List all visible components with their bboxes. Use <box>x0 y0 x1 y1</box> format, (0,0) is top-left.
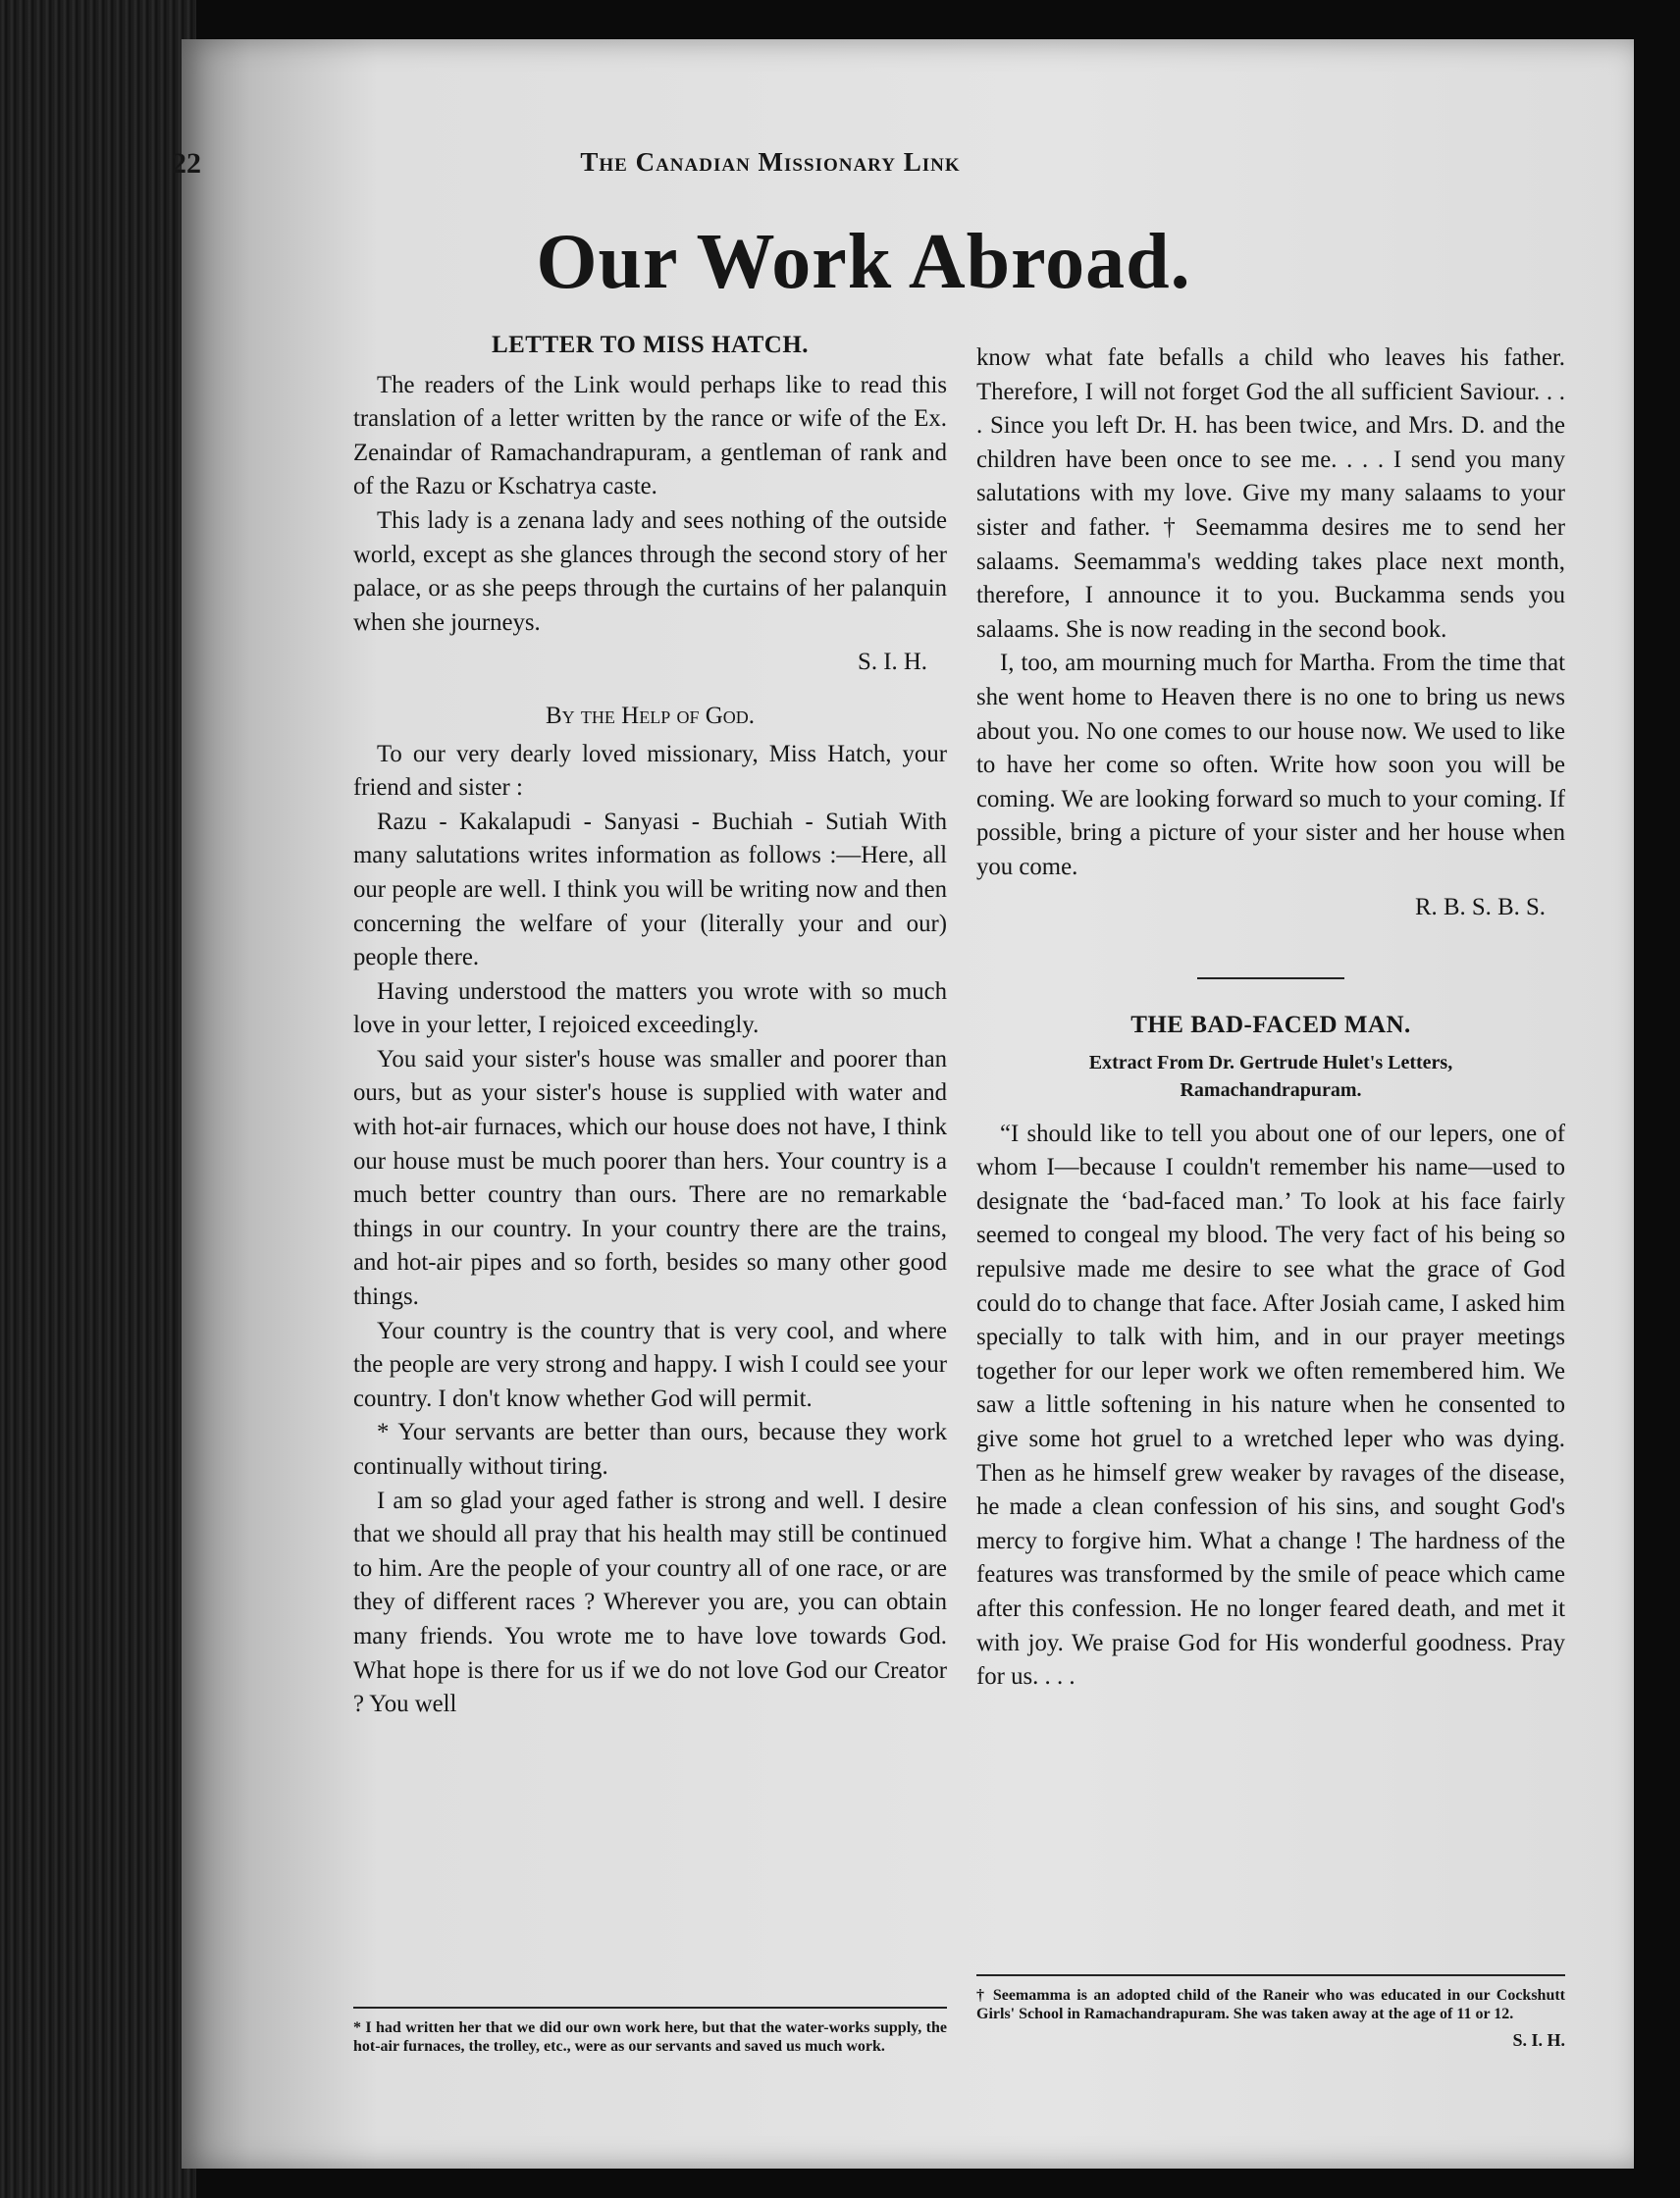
letter-continuation: know what fate befalls a child who leaves his father. Therefore, I will not forget God the all sufficient Saviour. . . . Since you left Dr. H. has been twice, and Mrs. D. and the children have been once to see me. . . . I send you many salutations with my love. Give my many salaams to your sister and father. † Seemamma desires me to send her salaams. Seemamma's wedding takes place next month, therefore, I announce it to you. Buckamma sends you salaams. She is now reading in the second book. <box>976 344 1565 643</box>
book-edge <box>0 0 196 2198</box>
article-heading: THE BAD-FACED MAN. <box>1130 1012 1411 1039</box>
article-extract-note <box>976 1049 1565 1104</box>
extract-line: Ramachandrapuram. <box>1180 1078 1362 1101</box>
letter-paragraph: * Your servants are better than ours, because they work continually without tiring. <box>353 1419 947 1480</box>
section-divider <box>1197 977 1344 979</box>
letter-signature: R. B. S. B. S. <box>1415 893 1546 920</box>
intro-paragraph: The readers of the Link would perhaps like to read this translation of a letter written by the rance or wife of the Ex. Zenaindar of Ramachandrapuram, a gentleman of rank and of the Razu or Kschatrya caste. <box>353 371 947 500</box>
journal-title: The Canadian Missionary Link <box>580 147 961 177</box>
letter-continuation: I, too, am mourning much for Martha. From the time that she went home to Heaven there is no one to bring us news about you. No one comes to our house now. We used to like to have her come so often. Write how soon you will be coming. We are looking forward so much to your coming. If possible, bring a picture of your sister and her house when you come. <box>976 650 1565 880</box>
running-head <box>172 147 1251 196</box>
page-number: 22 <box>172 147 201 180</box>
left-column <box>353 329 947 1722</box>
letter-heading: LETTER TO MISS HATCH. <box>491 332 810 358</box>
right-column <box>976 341 1565 1695</box>
footnote-text: † Seemamma is an adopted child of the Raneir who was educated in our Cockshutt Girls' School in Ramachandrapuram. She was taken away at the age of 11 or 12. <box>976 1987 1565 2022</box>
letter-paragraph: Razu - Kakalapudi - Sanyasi - Buchiah - Sutiah With many salutations writes information as follows :—Here, all our people are well. I think you will be writing now and then concerning the welfare of your (literally your and our) people there. <box>353 808 947 971</box>
extract-line: Extract From Dr. Gertrude Hulet's Letters, <box>1088 1051 1453 1073</box>
letter-paragraph: Your country is the country that is very cool, and where the people are very strong and happy. I wish I could see your country. I don't know whether God will permit. <box>353 1317 947 1412</box>
letter-subheading: By the Help of God. <box>545 702 756 729</box>
letter-paragraph: You said your sister's house was smaller and poorer than ours, but as your sister's house is supplied with water and with hot-air furnaces, which our house does not have, I think our house must be much poorer than hers. Your country is a much better country than ours. There are no remarkable things in our country. In your country there are the trains, and hot-air pipes and so forth, besides so many other good things. <box>353 1045 947 1311</box>
footnote-left <box>353 2007 947 2056</box>
section-title: Our Work Abroad. <box>536 219 1191 305</box>
footnote-signature: S. I. H. <box>1512 2030 1565 2050</box>
intro-paragraph: This lady is a zenana lady and sees nothing of the outside world, except as she glances through the second story of her palace, or as she peeps through the curtains of her palanquin when she journeys. <box>353 506 947 636</box>
letter-paragraph: Having understood the matters you wrote with so much love in your letter, I rejoiced exceedingly. <box>353 977 947 1039</box>
letter-paragraph: I am so glad your aged father is strong and well. I desire that we should all pray that his health may still be continued to him. Are the people of your country all of one race, or are they of different races ? Wherever you are, you can obtain many friends. You wrote me to have love towards God. What hope is there for us if we do not love God our Creator ? You well <box>353 1487 947 1718</box>
article-body: “I should like to tell you about one of our lepers, one of whom I—because I couldn't remember his name—used to designate the ‘bad-faced man.’ To look at his face fairly seemed to congeal my blood. The very fact of his being so repulsive made me desire to see what the grace of God could do to change that face. After Josiah came, I asked him specially to talk with him, and in our prayer meetings together for our leper work we often remembered him. We saw a little softening in his nature when he consented to give some hot gruel to a wretched leper who was dying. Then as he himself grew weaker by ravages of the disease, he made a clean confession of his sins, and sought God's mercy to forgive him. What a change ! The hardness of the features was transformed by the smile of peace which came after this confession. He no longer feared death, and met it with joy. We praise God for His wonderful goodness. Pray for us. . . . <box>976 1120 1565 1691</box>
intro-signature: S. I. H. <box>858 649 927 676</box>
letter-paragraph: To our very dearly loved missionary, Miss Hatch, your friend and sister : <box>353 740 947 802</box>
footnote-right <box>976 1974 1565 2050</box>
footnote-text: * I had written her that we did our own work here, but that the water-works supply, the hot-air furnaces, the trolley, etc., were as our servants and saved us much work. <box>353 2019 947 2055</box>
